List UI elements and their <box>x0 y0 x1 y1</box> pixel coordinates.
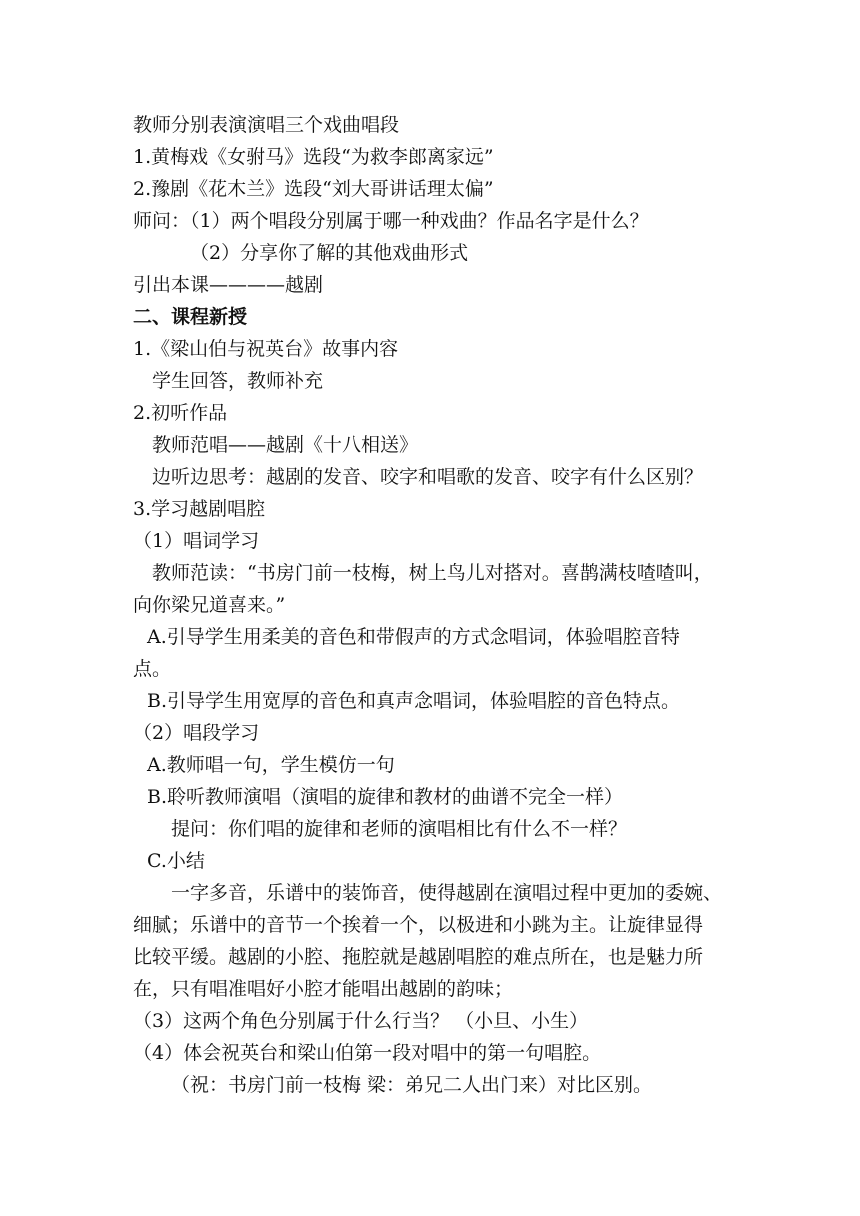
subitem-lyrics: （1）唱词学习 <box>133 530 260 552</box>
aria-c: C.小结 <box>147 850 205 872</box>
subitem-aria: （2）唱段学习 <box>133 722 260 744</box>
intro-line: 教师分别表演演唱三个戏曲唱段 <box>133 114 400 136</box>
guide-a: A.引导学生用柔美的音色和带假声的方式念唱词，体验唱腔音特 <box>147 626 680 648</box>
teacher-question-1: 师问：（1）两个唱段分别属于哪一种戏曲？作品名字是什么？ <box>133 210 649 232</box>
item-learn-tone: 3.学习越剧唱腔 <box>133 498 266 520</box>
subitem-roles: （3）这两个角色分别属于什么行当？ （小旦、小生） <box>133 1010 589 1032</box>
lyrics-reading-cont: 向你梁兄道喜来。” <box>133 594 286 616</box>
aria-b: B.聆听教师演唱（演唱的旋律和教材的曲谱不完全一样） <box>147 786 624 808</box>
subitem-compare: （4）体会祝英台和梁山伯第一段对唱中的第一句唱腔。 <box>133 1042 602 1064</box>
lyrics-reading: 教师范读：“书房门前一枝梅，树上鸟儿对搭对。喜鹊满枝喳喳叫， <box>152 562 713 584</box>
guide-a-cont: 点。 <box>133 658 172 680</box>
aria-question: 提问：你们唱的旋律和老师的演唱相比有什么不一样？ <box>171 818 628 840</box>
summary-line-4: 在，只有唱准唱好小腔才能唱出越剧的韵味； <box>133 978 514 1000</box>
aria-a: A.教师唱一句，学生模仿一句 <box>147 754 395 776</box>
item-demo-sing: 教师范唱——越剧《十八相送》 <box>152 434 419 456</box>
summary-line-2: 细腻；乐谱中的音节一个挨着一个，以极进和小跳为主。让旋律显得 <box>133 914 704 936</box>
guide-b: B.引导学生用宽厚的音色和真声念唱词，体验唱腔的音色特点。 <box>147 690 681 712</box>
summary-line-3: 比较平缓。越剧的小腔、拖腔就是越剧唱腔的难点所在，也是魅力所 <box>133 946 704 968</box>
summary-line-1: 一字多音，乐谱中的装饰音，使得越剧在演唱过程中更加的委婉、 <box>171 882 723 904</box>
lead-in-line: 引出本课————越剧 <box>133 274 324 296</box>
item-story: 1.《梁山伯与祝英台》故事内容 <box>133 338 399 360</box>
teacher-question-2: （2）分享你了解的其他戏曲形式 <box>190 242 469 264</box>
item-think: 边听边思考：越剧的发音、咬字和唱歌的发音、咬字有什么区别？ <box>152 466 704 488</box>
section-heading: 二、课程新授 <box>133 306 248 328</box>
excerpt-huangmei: 1.黄梅戏《女驸马》选段“为救李郎离家远” <box>133 146 494 168</box>
item-story-detail: 学生回答，教师补充 <box>152 370 324 392</box>
excerpt-yuju: 2.豫剧《花木兰》选段“刘大哥讲话理太偏” <box>133 178 494 200</box>
compare-detail: （祝：书房门前一枝梅 梁：弟兄二人出门来）对比区别。 <box>171 1074 653 1096</box>
item-first-listen: 2.初听作品 <box>133 402 228 424</box>
